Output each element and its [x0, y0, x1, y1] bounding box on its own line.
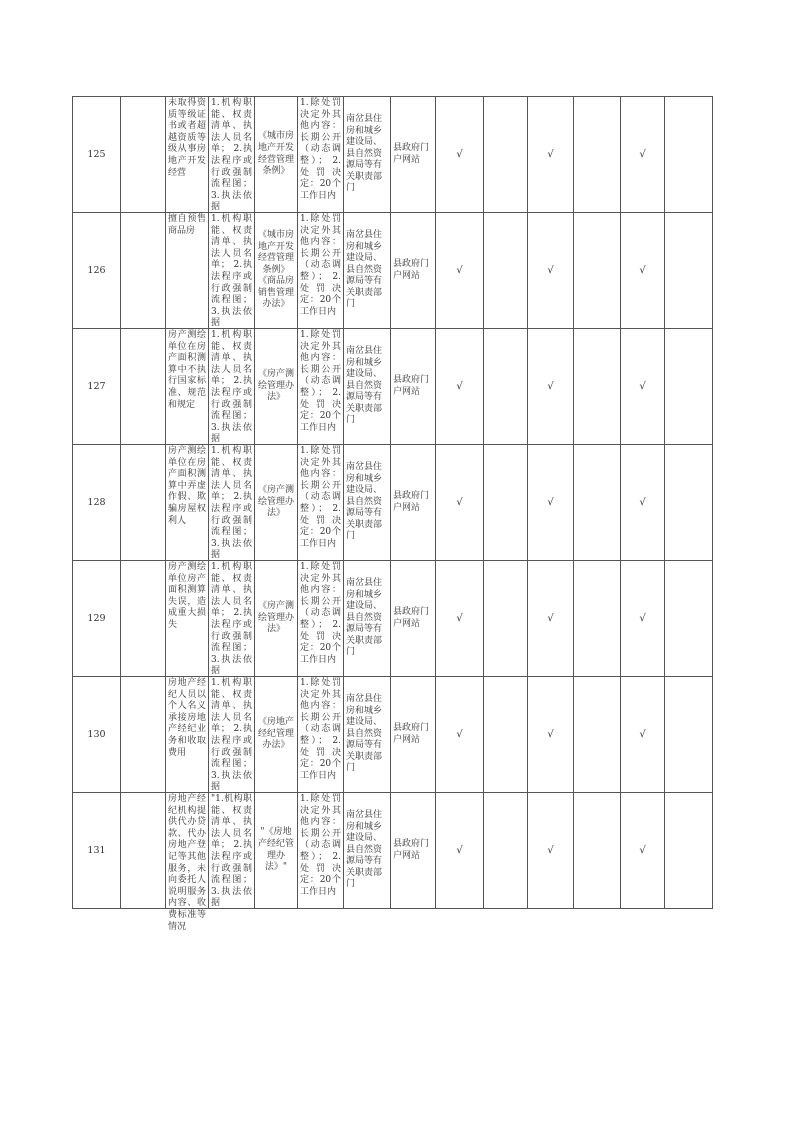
basis-cell — [255, 213, 298, 329]
table-row — [73, 793, 713, 909]
basis-cell — [255, 677, 298, 793]
content-text: 1.机构职能、权责清单、执法人员名单； 2.执法程序或行政强制流程图； 3.执法依据 — [211, 214, 252, 329]
period-text: 1.除处罚决定外其他内容：长期公开（动态调整）； 2.处罚决定：20个工作日内 — [300, 446, 341, 549]
content-cell — [209, 561, 255, 677]
blank-cell — [484, 97, 528, 213]
check-cell-3: √ — [621, 445, 665, 561]
basis-cell — [255, 329, 298, 445]
table-row — [73, 561, 713, 677]
dept-cell — [344, 445, 391, 561]
blank-cell — [665, 213, 713, 329]
basis-text: 《城市房地产开发经营管理条例》《商品房销售管理办法》 — [258, 229, 295, 310]
row-number: 125 — [73, 97, 121, 213]
blank-cell — [665, 445, 713, 561]
period-text: 1.除处罚决定外其他内容：长期公开（动态调整）； 2.处罚决定：20个工作日内 — [300, 794, 341, 897]
blank-cell — [121, 329, 166, 445]
period-text: 1.除处罚决定外其他内容：长期公开（动态调整）； 2.处罚决定：20个工作日内 — [300, 678, 341, 781]
period-text: 1.除处罚决定外其他内容：长期公开（动态调整）； 2.处罚决定：20个工作日内 — [300, 98, 341, 201]
item-cell — [166, 213, 209, 329]
content-cell — [209, 793, 255, 909]
dept-cell — [344, 213, 391, 329]
blank-cell — [484, 561, 528, 677]
channel-cell — [391, 213, 436, 329]
dept-text: 南岔县住房和城乡建设局、县自然资源局等有关职责部门 — [346, 461, 383, 542]
blank-cell — [574, 213, 621, 329]
basis-text: 《房产测绘管理办法》 — [258, 369, 295, 403]
channel-text: 县政府门户网站 — [393, 490, 430, 513]
basis-text: 《房产测绘管理办法》 — [258, 485, 295, 519]
dept-cell — [344, 329, 391, 445]
content-cell — [209, 97, 255, 213]
content-text: 1.机构职能、权责清单、执法人员名单； 2.执法程序或行政强制流程图； 3.执法依据 — [211, 562, 252, 677]
dept-text: 南岔县住房和城乡建设局、县自然资源局等有关职责部门 — [346, 577, 383, 658]
check-cell-1: √ — [436, 445, 484, 561]
channel-text: 县政府门户网站 — [393, 838, 430, 861]
blank-cell — [665, 793, 713, 909]
check-cell-1: √ — [436, 97, 484, 213]
channel-cell — [391, 561, 436, 677]
period-text: 1.除处罚决定外其他内容：长期公开（动态调整）； 2.处罚决定：20个工作日内 — [300, 214, 341, 317]
check-cell-2: √ — [528, 445, 574, 561]
blank-cell — [574, 97, 621, 213]
basis-text: 《城市房地产开发经营管理条例》 — [258, 131, 295, 177]
table-row — [73, 329, 713, 445]
channel-cell — [391, 97, 436, 213]
table-row — [73, 97, 713, 213]
item-cell — [166, 561, 209, 677]
dept-cell — [344, 97, 391, 213]
check-cell-1: √ — [436, 213, 484, 329]
basis-text: "《房地产经纪管理办法》" — [258, 827, 295, 873]
blank-cell — [574, 445, 621, 561]
check-cell-1: √ — [436, 329, 484, 445]
blank-cell — [484, 793, 528, 909]
period-cell — [298, 445, 344, 561]
basis-text: 《房地产经纪管理办法》 — [258, 717, 295, 751]
table-row — [73, 445, 713, 561]
blank-cell — [574, 329, 621, 445]
check-cell-3: √ — [621, 213, 665, 329]
check-cell-3: √ — [621, 329, 665, 445]
check-cell-1: √ — [436, 677, 484, 793]
check-cell-1: √ — [436, 793, 484, 909]
blank-cell — [574, 793, 621, 909]
content-text: 1.机构职能、权责清单、执法人员名单； 2.执法程序或行政强制流程图； 3.执法依据 — [211, 446, 252, 561]
table-row — [73, 213, 713, 329]
content-text: 1.机构职能、权责清单、执法人员名单； 2.执法程序或行政强制流程图； 3.执法依据 — [211, 330, 252, 445]
basis-cell — [255, 97, 298, 213]
content-cell — [209, 329, 255, 445]
blank-cell — [665, 677, 713, 793]
blank-cell — [484, 677, 528, 793]
period-cell — [298, 677, 344, 793]
blank-cell — [121, 97, 166, 213]
check-cell-2: √ — [528, 677, 574, 793]
check-cell-2: √ — [528, 561, 574, 677]
blank-cell — [665, 329, 713, 445]
basis-cell — [255, 445, 298, 561]
content-cell — [209, 213, 255, 329]
channel-cell — [391, 677, 436, 793]
item-cell — [166, 445, 209, 561]
item-text: 房地产经纪人员以个人名义承接房地产经纪业务和收取费用 — [168, 678, 206, 758]
period-cell — [298, 793, 344, 909]
check-cell-2: √ — [528, 793, 574, 909]
dept-text: 南岔县住房和城乡建设局、县自然资源局等有关职责部门 — [346, 693, 383, 774]
blank-cell — [574, 677, 621, 793]
check-cell-3: √ — [621, 793, 665, 909]
item-text: 房产测绘单位房产面积测算失误，造成重大损失 — [168, 562, 206, 630]
period-cell — [298, 213, 344, 329]
channel-text: 县政府门户网站 — [393, 374, 430, 397]
item-cell — [166, 677, 209, 793]
content-text: "1.机构职能、权责清单、执法人员名单； 2.执法程序或行政强制流程图； 3.执法依据 — [211, 794, 252, 909]
disclosure-table — [72, 96, 713, 932]
content-cell — [209, 445, 255, 561]
item-text: 房地产经纪机构提供代办贷款、代办房地产登记等其他服务，未向委托人说明服务内容、收费标准等情况 — [168, 794, 206, 932]
row-number: 128 — [73, 445, 121, 561]
basis-cell — [255, 793, 298, 909]
blank-cell — [665, 97, 713, 213]
period-cell — [298, 97, 344, 213]
check-cell-2: √ — [528, 213, 574, 329]
content-text: 1.机构职能、权责清单、执法人员名单； 2.执法程序或行政强制流程图； 3.执法依据 — [211, 98, 252, 213]
dept-text: 南岔县住房和城乡建设局、县自然资源局等有关职责部门 — [346, 345, 383, 426]
basis-text: 《房产测绘管理办法》 — [258, 601, 295, 635]
content-cell — [209, 677, 255, 793]
dept-text: 南岔县住房和城乡建设局、县自然资源局等有关职责部门 — [346, 229, 383, 310]
check-cell-2: √ — [528, 97, 574, 213]
blank-cell — [121, 793, 166, 909]
channel-text: 县政府门户网站 — [393, 142, 430, 165]
dept-cell — [344, 793, 391, 909]
channel-text: 县政府门户网站 — [393, 258, 430, 281]
channel-cell — [391, 793, 436, 909]
row-number: 129 — [73, 561, 121, 677]
check-cell-1: √ — [436, 561, 484, 677]
channel-cell — [391, 329, 436, 445]
period-text: 1.除处罚决定外其他内容：长期公开（动态调整）； 2.处罚决定：20个工作日内 — [300, 562, 341, 665]
dept-cell — [344, 677, 391, 793]
channel-cell — [391, 445, 436, 561]
blank-cell — [121, 561, 166, 677]
basis-cell — [255, 561, 298, 677]
table-row — [73, 677, 713, 793]
dept-text: 南岔县住房和城乡建设局、县自然资源局等有关职责部门 — [346, 809, 383, 890]
dept-cell — [344, 561, 391, 677]
blank-cell — [121, 445, 166, 561]
row-number: 131 — [73, 793, 121, 909]
item-text: 未取得资质等级证书或者超越资质等级从事房地产开发经营 — [168, 98, 206, 178]
period-cell — [298, 561, 344, 677]
blank-cell — [121, 213, 166, 329]
check-cell-3: √ — [621, 677, 665, 793]
row-number: 127 — [73, 329, 121, 445]
item-text: 房产测绘单位在房产面积测算中弄虚作假、欺骗房屋权利人 — [168, 446, 206, 526]
blank-cell — [121, 677, 166, 793]
dept-text: 南岔县住房和城乡建设局、县自然资源局等有关职责部门 — [346, 113, 383, 194]
item-cell — [166, 793, 209, 932]
check-cell-3: √ — [621, 97, 665, 213]
content-text: 1.机构职能、权责清单、执法人员名单； 2.执法程序或行政强制流程图； 3.执法依据 — [211, 678, 252, 793]
item-cell — [166, 97, 209, 213]
blank-cell — [484, 445, 528, 561]
channel-text: 县政府门户网站 — [393, 722, 430, 745]
check-cell-3: √ — [621, 561, 665, 677]
period-cell — [298, 329, 344, 445]
check-cell-2: √ — [528, 329, 574, 445]
blank-cell — [665, 561, 713, 677]
channel-text: 县政府门户网站 — [393, 606, 430, 629]
row-number: 130 — [73, 677, 121, 793]
row-number: 126 — [73, 213, 121, 329]
blank-cell — [484, 213, 528, 329]
blank-cell — [484, 329, 528, 445]
blank-cell — [574, 561, 621, 677]
item-cell — [166, 329, 209, 445]
item-text: 擅自预售商品房 — [168, 214, 206, 236]
period-text: 1.除处罚决定外其他内容：长期公开（动态调整）； 2.处罚决定：20个工作日内 — [300, 330, 341, 433]
item-text: 房产测绘单位在房产面积测算中不执行国家标准、规范和规定 — [168, 330, 206, 410]
